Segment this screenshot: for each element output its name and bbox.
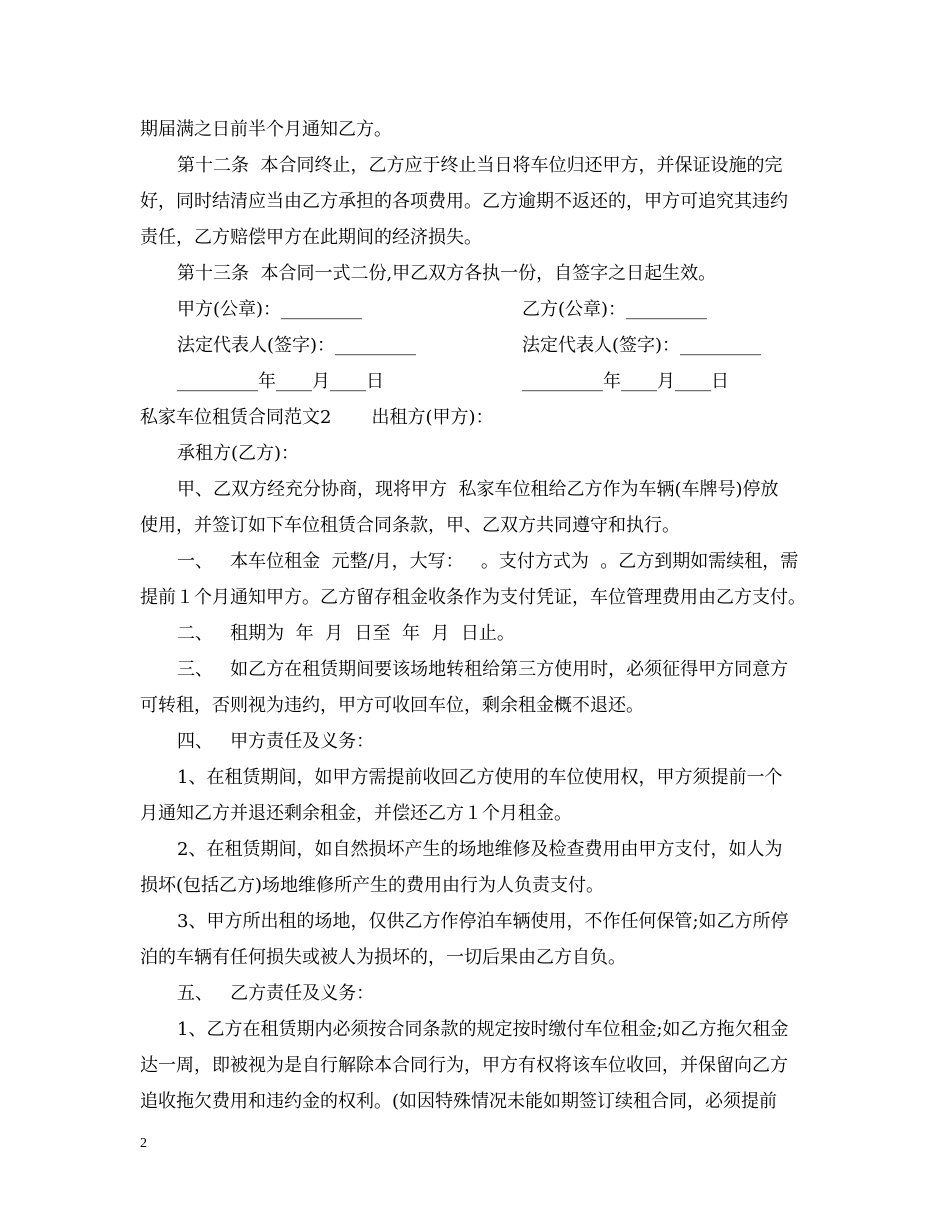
- party-b-representative: 法定代表人(签字)：_________: [522, 335, 762, 356]
- paragraph-line: 追收拖欠费用和违约金的权利。(如因特殊情况未能如期签订续租合同，必须提前: [140, 1091, 778, 1112]
- paragraph-line: 三、 如乙方在租赁期间要该场地转租给第三方使用时，必须征得甲方同意方: [177, 659, 789, 680]
- paragraph-line: 第十二条 本合同终止，乙方应于终止当日将车位归还甲方，并保证设施的完: [177, 155, 783, 176]
- party-a-seal: 甲方(公章)：_________: [177, 299, 363, 320]
- paragraph-line: 3、甲方所出租的场地，仅供乙方作停泊车辆使用，不作任何保管;如乙方所停: [177, 911, 789, 932]
- paragraph-line: 2、在租赁期间，如自然损坏产生的场地维修及检查费用由甲方支付，如人为: [177, 839, 783, 860]
- paragraph-line: 五、 乙方责任及义务：: [177, 983, 375, 1004]
- party-a-representative: 法定代表人(签字)：_________: [177, 335, 417, 356]
- paragraph-line: 泊的车辆有任何损失或被人为损坏的，一切后果由乙方自负。: [140, 947, 626, 968]
- paragraph-line: 第十三条 本合同一式二份,甲乙双方各执一份，自签字之日起生效。: [177, 263, 717, 284]
- paragraph-line: 责任，乙方赔偿甲方在此期间的经济损失。: [140, 227, 482, 248]
- paragraph-line: 承租方(乙方)：: [177, 443, 300, 464]
- paragraph-line: 1、乙方在租赁期内必须按合同条款的规定按时缴付车位租金;如乙方拖欠租金: [177, 1019, 789, 1040]
- paragraph-line: 损坏(包括乙方)场地维修所产生的费用由行为人负责支付。: [140, 875, 605, 896]
- paragraph-line: 二、 租期为 年 月 日至 年 月 日止。: [177, 623, 515, 644]
- paragraph-line: 甲、乙双方经充分协商，现将甲方 私家车位租给乙方作为车辆(车牌号)停放: [177, 479, 779, 500]
- section-heading: 私家车位租赁合同范文2 出租方(甲方)：: [140, 407, 494, 428]
- paragraph-line: 提前１个月通知甲方。乙方留存租金收条作为支付凭证，车位管理费用由乙方支付。: [140, 587, 806, 608]
- paragraph-line: 可转租，否则视为违约，甲方可收回车位，剩余租金概不退还。: [140, 695, 644, 716]
- page-number: 2: [140, 1136, 147, 1151]
- party-b-date: _________年____月____日: [522, 371, 729, 392]
- paragraph-line: 达一周，即被视为是自行解除本合同行为，甲方有权将该车位收回，并保留向乙方: [140, 1055, 788, 1076]
- paragraph-line: 月通知乙方并退还剩余租金，并偿还乙方１个月租金。: [140, 803, 572, 824]
- paragraph-line: 一、 本车位租金 元整/月，大写： 。支付方式为 。乙方到期如需续租，需: [177, 551, 799, 572]
- paragraph-line: 好，同时结清应当由乙方承担的各项费用。乙方逾期不返还的，甲方可追究其违约: [140, 191, 788, 212]
- party-b-seal: 乙方(公章)：_________: [522, 299, 708, 320]
- paragraph-line: 四、 甲方责任及义务：: [177, 731, 375, 752]
- party-a-date: _________年____月____日: [177, 371, 384, 392]
- paragraph-line: 使用，并签订如下车位租赁合同条款，甲、乙双方共同遵守和执行。: [140, 515, 680, 536]
- paragraph-line: 1、在租赁期间，如甲方需提前收回乙方使用的车位使用权，甲方须提前一个: [177, 767, 783, 788]
- paragraph-line: 期届满之日前半个月通知乙方。: [140, 119, 392, 140]
